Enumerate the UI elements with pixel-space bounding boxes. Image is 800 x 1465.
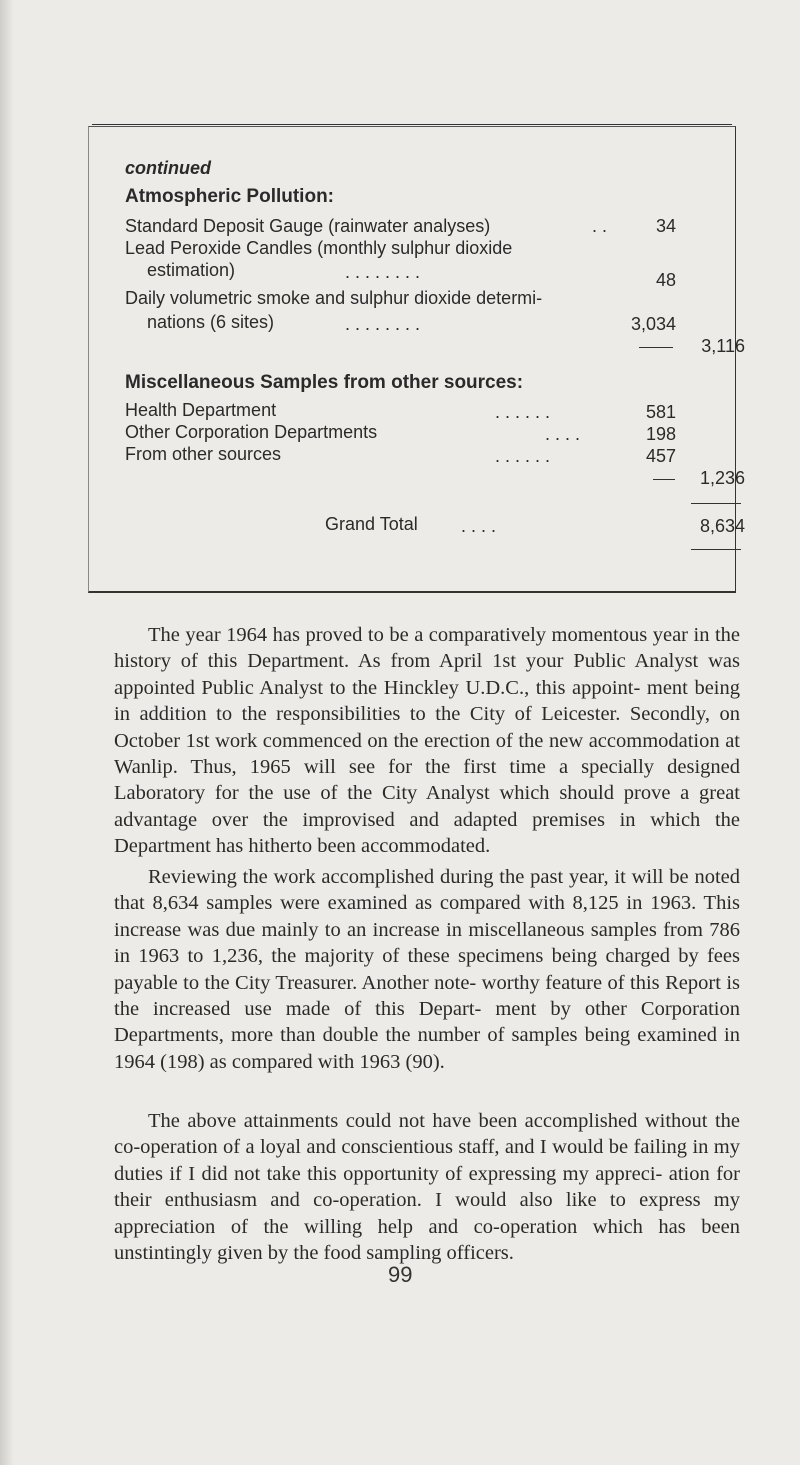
grand-total-rule-top — [691, 503, 741, 504]
row-daily-volumetric-smoke-cont: nations (6 sites) — [147, 312, 275, 332]
table-top-rule — [92, 124, 732, 125]
row-other-corporation-departments: Other Corporation Departments — [125, 422, 378, 442]
row-dots: . . — [592, 216, 608, 236]
paragraph-text: The above attainments could not have been accomplished without the co-operation of a loyal and conscientious staff, and I would be failing in my duties if I did not take this opportunity of expressing my appreci- ation for their enthusiasm and co-operation. I would also like to express my appreciation of the willing help and co-operation which has been unstintingly given by the food sampling officers. — [114, 1110, 740, 1265]
grand-total-rule-bottom — [691, 549, 741, 550]
paragraph-reviewing-work — [114, 864, 740, 1075]
value-lead-peroxide-candles: 48 — [655, 270, 676, 290]
row-dots: . . . . — [461, 516, 497, 536]
value-daily-volumetric-smoke: 3,034 — [630, 314, 676, 334]
grand-total-value: 8,634 — [699, 516, 745, 536]
row-from-other-sources: From other sources — [125, 444, 282, 464]
samples-table-box — [88, 126, 745, 593]
value-other-corporation-departments: 198 — [645, 424, 676, 444]
continued-label: continued — [125, 158, 211, 178]
paragraph-text: The year 1964 has proved to be a comparatively momentous year in the history of this Department. As from April 1st your Public Analyst was appointed Public Analyst to the Hinckley U.D.C., this appoint- ment being in addition to the responsibilities to the City of Leicester. Secondly, on October 1st work commenced on the erection of the new accommodation at Wanlip. Thus, 1965 will see for the first time a specially designed Laboratory for the use of the City Analyst which should prove a great advantage over the improvised and adapted premises in which the Department has hitherto been accommodated. — [114, 624, 740, 858]
value-standard-deposit-gauge: 34 — [655, 216, 676, 236]
paragraph-acknowledgements — [114, 1108, 740, 1266]
row-daily-volumetric-smoke: Daily volumetric smoke and sulphur dioxide determi- — [125, 288, 543, 308]
row-lead-peroxide-candles-cont: estimation) — [147, 260, 236, 280]
heading-miscellaneous-samples: Miscellaneous Samples from other sources: — [125, 372, 524, 393]
paragraph-1964-momentous-year — [114, 622, 740, 860]
subtotal-atmospheric-pollution: 3,116 — [701, 336, 745, 356]
value-health-department: 581 — [645, 402, 676, 422]
row-standard-deposit-gauge: Standard Deposit Gauge (rainwater analyses) — [125, 216, 491, 236]
paragraph-text: Reviewing the work accomplished during the past year, it will be noted that 8,634 samples were examined as compared with 8,125 in 1963. This increase was due mainly to an increase in miscellaneous samples from 786 in 1963 to 1,236, the majority of these specimens being charged by fees payable to the City Treasurer. Another note- worthy feature of this Report is the increased use made of this Depart- ment by other Corporation Departments, more than double the number of samples being examined in 1964 (198) as compared with 1963 (90). — [114, 866, 740, 1073]
row-dots: . . . . — [545, 424, 581, 444]
row-lead-peroxide-candles: Lead Peroxide Candles (monthly sulphur dioxide — [125, 238, 513, 258]
subtotal-dash — [653, 479, 675, 480]
grand-total-label: Grand Total — [325, 514, 418, 534]
subtotal-dash — [639, 347, 673, 348]
subtotal-miscellaneous-samples: 1,236 — [699, 468, 745, 488]
page-number: 99 — [388, 1262, 413, 1287]
row-dots: . . . . . . — [495, 446, 551, 466]
heading-atmospheric-pollution: Atmospheric Pollution: — [125, 186, 334, 207]
value-from-other-sources: 457 — [645, 446, 676, 466]
row-dots: . . . . . . — [495, 402, 551, 422]
row-dots: . . . . . . . . — [345, 314, 421, 334]
row-dots: . . . . . . . . — [345, 262, 421, 282]
page-edge-shadow — [0, 0, 14, 1465]
row-health-department: Health Department — [125, 400, 277, 420]
